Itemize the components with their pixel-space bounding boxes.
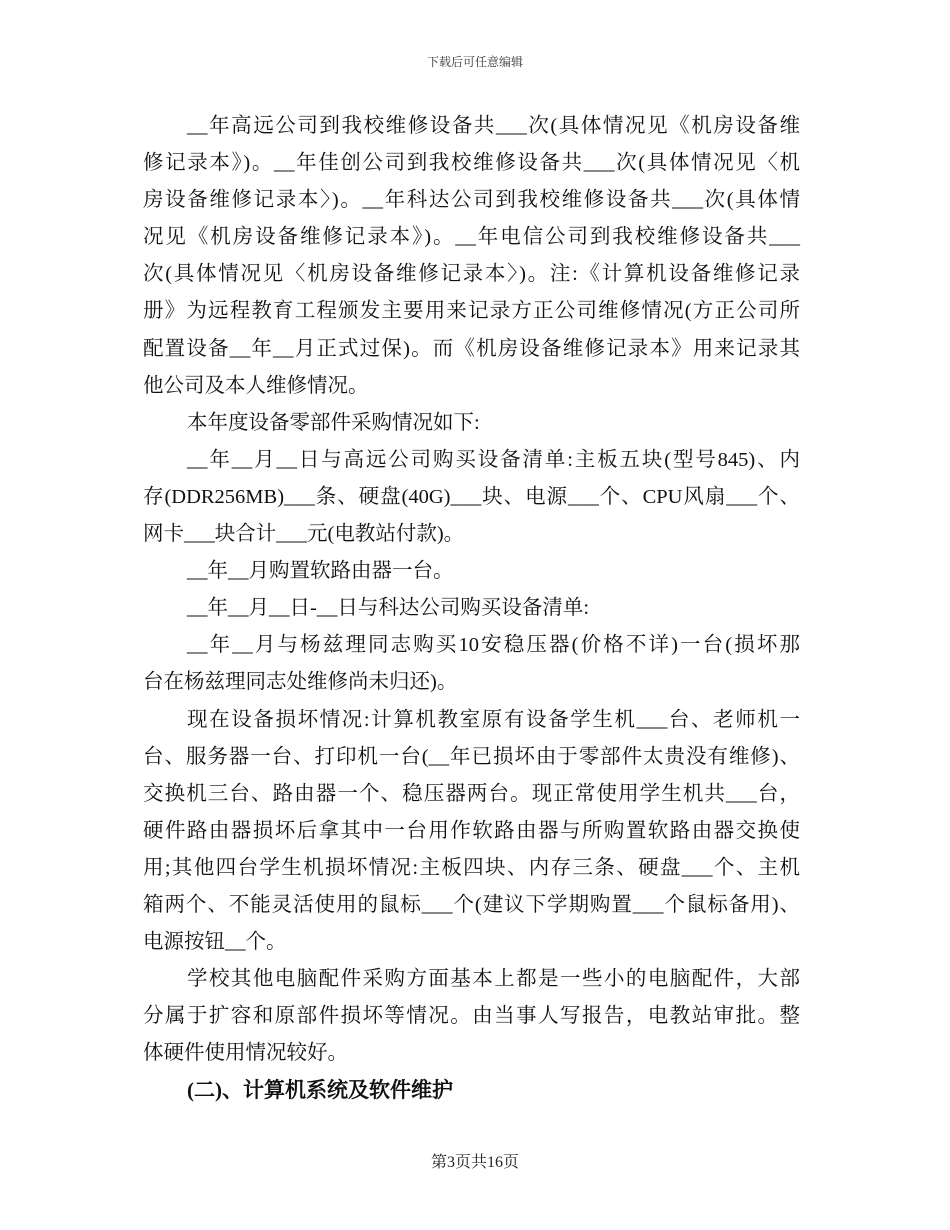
body-line: 配置设备__年__月正式过保)。而《机房设备维修记录本》用来记录其 (143, 337, 800, 360)
body-line: 他公司及本人维修情况。 (143, 374, 369, 397)
paragraph-accessories (143, 961, 800, 1072)
page-number: 第3页共16页 (430, 1154, 519, 1171)
body-line: 况见《机房设备维修记录本》)。__年电信公司到我校维修设备共___ (143, 226, 800, 249)
body-line: 电源按钮__个。 (143, 931, 287, 954)
body-line: 本年度设备零部件采购情况如下: (187, 411, 480, 434)
paragraph-damage-status (143, 702, 800, 962)
body-line: 房设备维修记录本〉)。__年科达公司到我校维修设备共___次(具体情 (143, 189, 800, 212)
body-line: 册》为远程教育工程颁发主要用来记录方正公司维修情况(方正公司所 (143, 300, 800, 323)
body-line: 台在杨兹理同志处维修尚未归还)。 (143, 671, 458, 694)
body-line: 硬件路由器损坏后拿其中一台用作软路由器与所购置软路由器交换使 (143, 819, 800, 842)
paragraph-keda-purchase (143, 590, 800, 627)
body-line: 体硬件使用情况较好。 (143, 1042, 348, 1065)
header-note: 下载后可任意编辑 (426, 55, 523, 69)
body-line: __年高远公司到我校维修设备共___次(具体情况见《机房设备维 (187, 115, 800, 137)
body-line: __年__月__日-__日与科达公司购买设备清单: (187, 597, 590, 620)
paragraph-repair-records (143, 108, 800, 405)
body-line: 修记录本》)。__年佳创公司到我校维修设备共___次(具体情况见〈机 (143, 152, 800, 175)
body-line: 分属于扩容和原部件损坏等情况。由当事人写报告，电教站审批。整 (143, 1005, 800, 1028)
body-text (143, 108, 800, 1110)
body-line: __年__月购置软路由器一台。 (187, 560, 454, 583)
body-line: __年__月与杨兹理同志购买10安稳压器(价格不详)一台(损坏那 (187, 634, 800, 657)
body-line: 台、服务器一台、打印机一台(__年已损坏由于零部件太贵没有维修)、 (143, 745, 800, 768)
section-heading: (二)、计算机系统及软件维护 (187, 1078, 453, 1103)
body-line: 箱两个、不能灵活使用的鼠标___个(建议下学期购置___个鼠标备用)、 (143, 893, 800, 916)
paragraph-gaoyuan-purchase (143, 442, 800, 553)
body-line: 交换机三台、路由器一个、稳压器两台。现正常使用学生机共___台， (143, 782, 800, 805)
paragraph-stabilizer (143, 627, 800, 701)
body-line: 用;其他四台学生机损坏情况:主板四块、内存三条、硬盘___个、主机 (143, 856, 800, 879)
body-line: 网卡___块合计___元(电教站付款)。 (143, 523, 465, 546)
paragraph-soft-router (143, 553, 800, 590)
body-line: 次(具体情况见〈机房设备维修记录本〉)。注:《计算机设备维修记录 (143, 263, 800, 286)
body-line: 学校其他电脑配件采购方面基本上都是一些小的电脑配件，大部 (187, 968, 800, 991)
body-line: __年__月__日与高远公司购买设备清单:主板五块(型号845)、内 (187, 448, 800, 471)
body-line: 存(DDR256MB)___条、硬盘(40G)___块、电源___个、CPU风扇___个、 (143, 485, 800, 508)
paragraph-purchase-intro (143, 405, 800, 442)
body-line: 现在设备损坏情况:计算机教室原有设备学生机___台、老师机一 (187, 708, 800, 731)
